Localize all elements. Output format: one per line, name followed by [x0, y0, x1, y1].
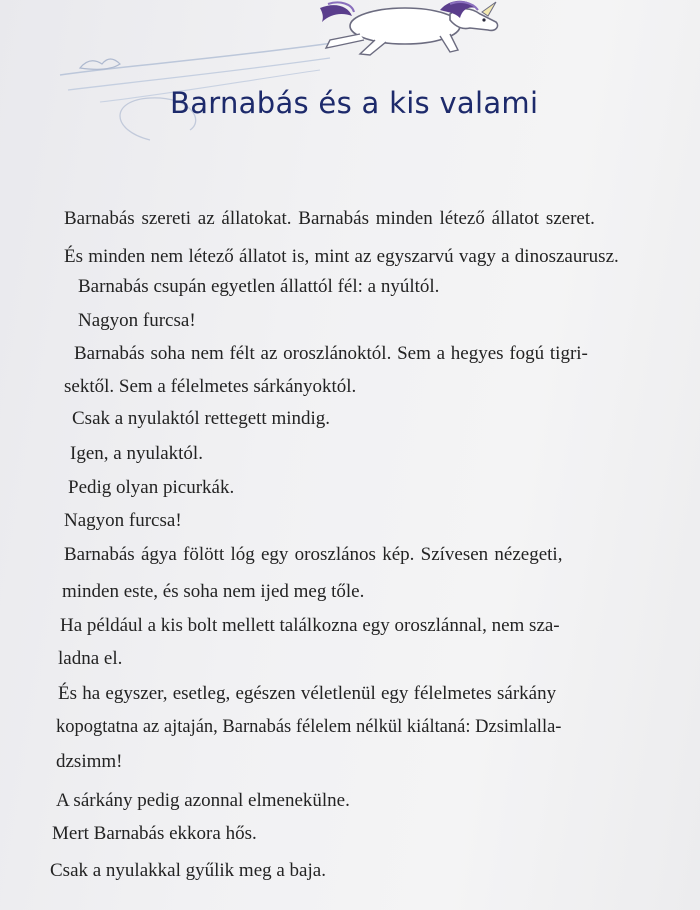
text-line: Mert Barnabás ekkora hős.	[52, 823, 257, 844]
text-line: Ha például a kis bolt mellett találkozna egy oroszlánnal, nem sza-	[60, 615, 560, 636]
text-line: A sárkány pedig azonnal elmenekülne.	[56, 790, 350, 811]
text-line: minden este, és soha nem ijed meg tőle.	[62, 581, 365, 602]
text-line: dzsimm!	[56, 751, 123, 772]
text-line: Barnabás csupán egyetlen állattól fél: a nyúltól.	[78, 276, 440, 297]
text-line: Nagyon furcsa!	[78, 310, 196, 331]
text-line: Barnabás ágya fölött lóg egy oroszlános kép. Szívesen nézegeti,	[64, 544, 563, 565]
text-line: kopogtatna az ajtaján, Barnabás félelem nélkül kiáltaná: Dzsimlalla-	[56, 717, 562, 737]
text-line: Csak a nyulaktól rettegett mindig.	[72, 408, 331, 429]
text-line: És minden nem létező állatot is, mint az egyszarvú vagy a dinoszaurusz.	[64, 246, 619, 267]
text-line: Barnabás soha nem félt az oroszlánoktól. Sem a hegyes fogú tigri-	[74, 343, 588, 364]
text-line: Csak a nyulakkal gyűlik meg a baja.	[50, 860, 326, 881]
text-line: Barnabás szereti az állatokat. Barnabás minden létező állatot szeret.	[64, 208, 595, 229]
text-line: És ha egyszer, esetleg, egészen véletlenül egy félelmetes sárkány	[58, 683, 557, 704]
page-title: Barnabás és a kis valami	[170, 86, 539, 120]
text-line: ladna el.	[58, 648, 123, 669]
text-line: Igen, a nyulaktól.	[70, 443, 203, 464]
text-line: sektől. Sem a félelmetes sárkányoktól.	[64, 376, 357, 397]
text-line: Pedig olyan picurkák.	[68, 477, 235, 498]
text-line: Nagyon furcsa!	[64, 510, 182, 531]
